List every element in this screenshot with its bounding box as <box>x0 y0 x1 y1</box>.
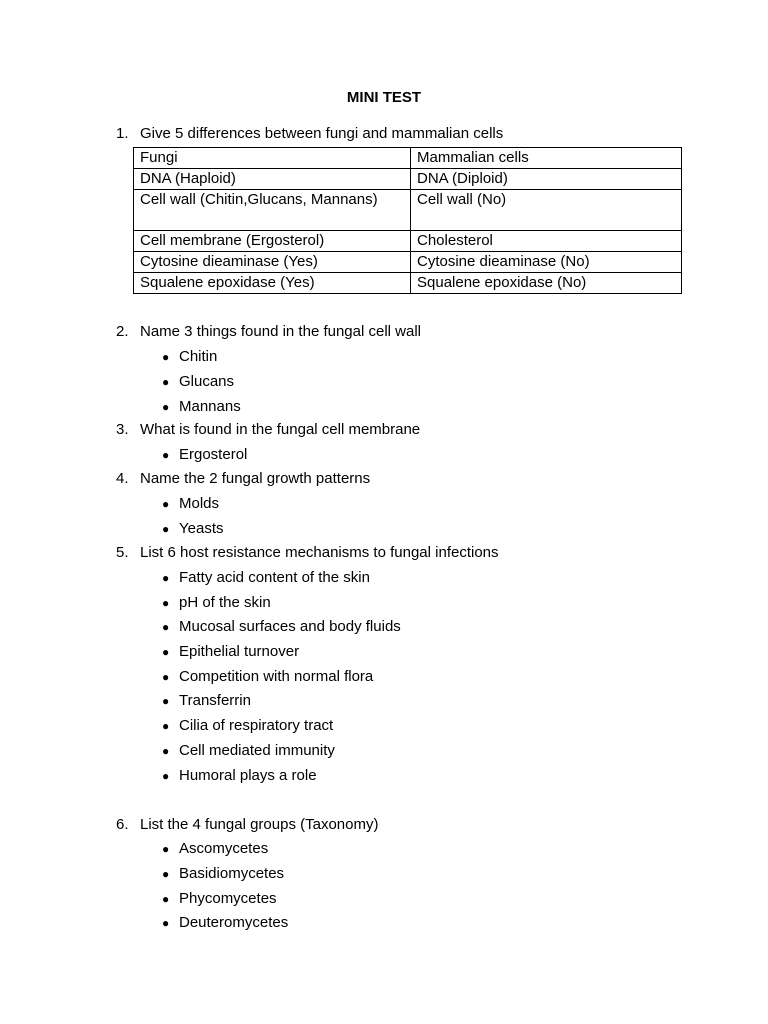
table-cell: Squalene epoxidase (Yes) <box>134 273 411 294</box>
bullet-icon: ● <box>162 350 170 364</box>
question-3 <box>116 420 420 440</box>
question-2 <box>116 322 421 342</box>
bullet-icon: ● <box>162 842 170 856</box>
list-item: ● Glucans <box>162 373 235 390</box>
question-number: 1. <box>116 125 129 142</box>
bullet-icon: ● <box>162 571 170 585</box>
table-cell: Cell wall (No) <box>411 190 682 231</box>
question-number: 3. <box>116 421 129 438</box>
list-item: ● Molds <box>162 495 220 512</box>
question-number: 6. <box>116 816 129 833</box>
bullet-icon: ● <box>162 694 170 708</box>
question-5 <box>116 543 499 563</box>
list-item: ● Deuteromycetes <box>162 914 289 931</box>
list-item: ● Ascomycetes <box>162 840 269 857</box>
question-6 <box>116 815 378 835</box>
page-title: MINI TEST <box>346 89 422 106</box>
table-header-row <box>134 148 682 169</box>
question-number: 4. <box>116 470 129 487</box>
bullet-icon: ● <box>162 497 170 511</box>
question-text: Name the 2 fungal growth patterns <box>140 470 371 487</box>
table-cell: DNA (Diploid) <box>411 169 682 190</box>
table-row <box>134 190 682 231</box>
list-item: ● Yeasts <box>162 520 224 537</box>
bullet-icon: ● <box>162 670 170 684</box>
table-cell: Cell wall (Chitin,Glucans, Mannans) <box>134 190 411 231</box>
bullet-icon: ● <box>162 719 170 733</box>
question-number: 5. <box>116 544 129 561</box>
bullet-icon: ● <box>162 916 170 930</box>
question-4 <box>116 469 370 489</box>
table-cell: DNA (Haploid) <box>134 169 411 190</box>
list-item: ● Epithelial turnover <box>162 643 300 660</box>
bullet-icon: ● <box>162 620 170 634</box>
table-row <box>134 231 682 252</box>
list-item: ● Phycomycetes <box>162 890 277 907</box>
list-item: ● Chitin <box>162 348 218 365</box>
bullet-icon: ● <box>162 522 170 536</box>
table-cell: Cytosine dieaminase (No) <box>411 252 682 273</box>
table-cell: Squalene epoxidase (No) <box>411 273 682 294</box>
bullet-icon: ● <box>162 645 170 659</box>
list-item: ● Basidiomycetes <box>162 865 285 882</box>
list-item: ● Cilia of respiratory tract <box>162 717 334 734</box>
list-item: ● Mucosal surfaces and body fluids <box>162 618 401 635</box>
table-row <box>134 169 682 190</box>
question-text: List 6 host resistance mechanisms to fungal infections <box>140 544 499 561</box>
list-item: ● Ergosterol <box>162 446 248 463</box>
list-item: ● pH of the skin <box>162 594 271 611</box>
list-item: ● Competition with normal flora <box>162 668 374 685</box>
bullet-icon: ● <box>162 892 170 906</box>
question-text: Name 3 things found in the fungal cell wall <box>140 323 422 340</box>
bullet-icon: ● <box>162 744 170 758</box>
table-cell: Fungi <box>134 148 411 169</box>
table-row <box>134 273 682 294</box>
table-cell: Mammalian cells <box>411 148 682 169</box>
bullet-icon: ● <box>162 375 170 389</box>
table-cell: Cytosine dieaminase (Yes) <box>134 252 411 273</box>
question-text: List the 4 fungal groups (Taxonomy) <box>140 816 379 833</box>
question-text: What is found in the fungal cell membrane <box>140 421 421 438</box>
table-row <box>134 252 682 273</box>
list-item: ● Transferrin <box>162 692 251 709</box>
bullet-icon: ● <box>162 596 170 610</box>
list-item: ● Humoral plays a role <box>162 767 317 784</box>
bullet-icon: ● <box>162 448 170 462</box>
bullet-icon: ● <box>162 769 170 783</box>
comparison-table <box>133 147 682 294</box>
question-number: 2. <box>116 323 129 340</box>
list-item: ● Cell mediated immunity <box>162 742 335 759</box>
list-item: ● Mannans <box>162 398 241 415</box>
list-item: ● Fatty acid content of the skin <box>162 569 370 586</box>
question-1 <box>116 124 503 144</box>
question-text: Give 5 differences between fungi and mammalian cells <box>140 125 504 142</box>
bullet-icon: ● <box>162 867 170 881</box>
bullet-icon: ● <box>162 400 170 414</box>
table-cell: Cell membrane (Ergosterol) <box>134 231 411 252</box>
table-cell: Cholesterol <box>411 231 682 252</box>
